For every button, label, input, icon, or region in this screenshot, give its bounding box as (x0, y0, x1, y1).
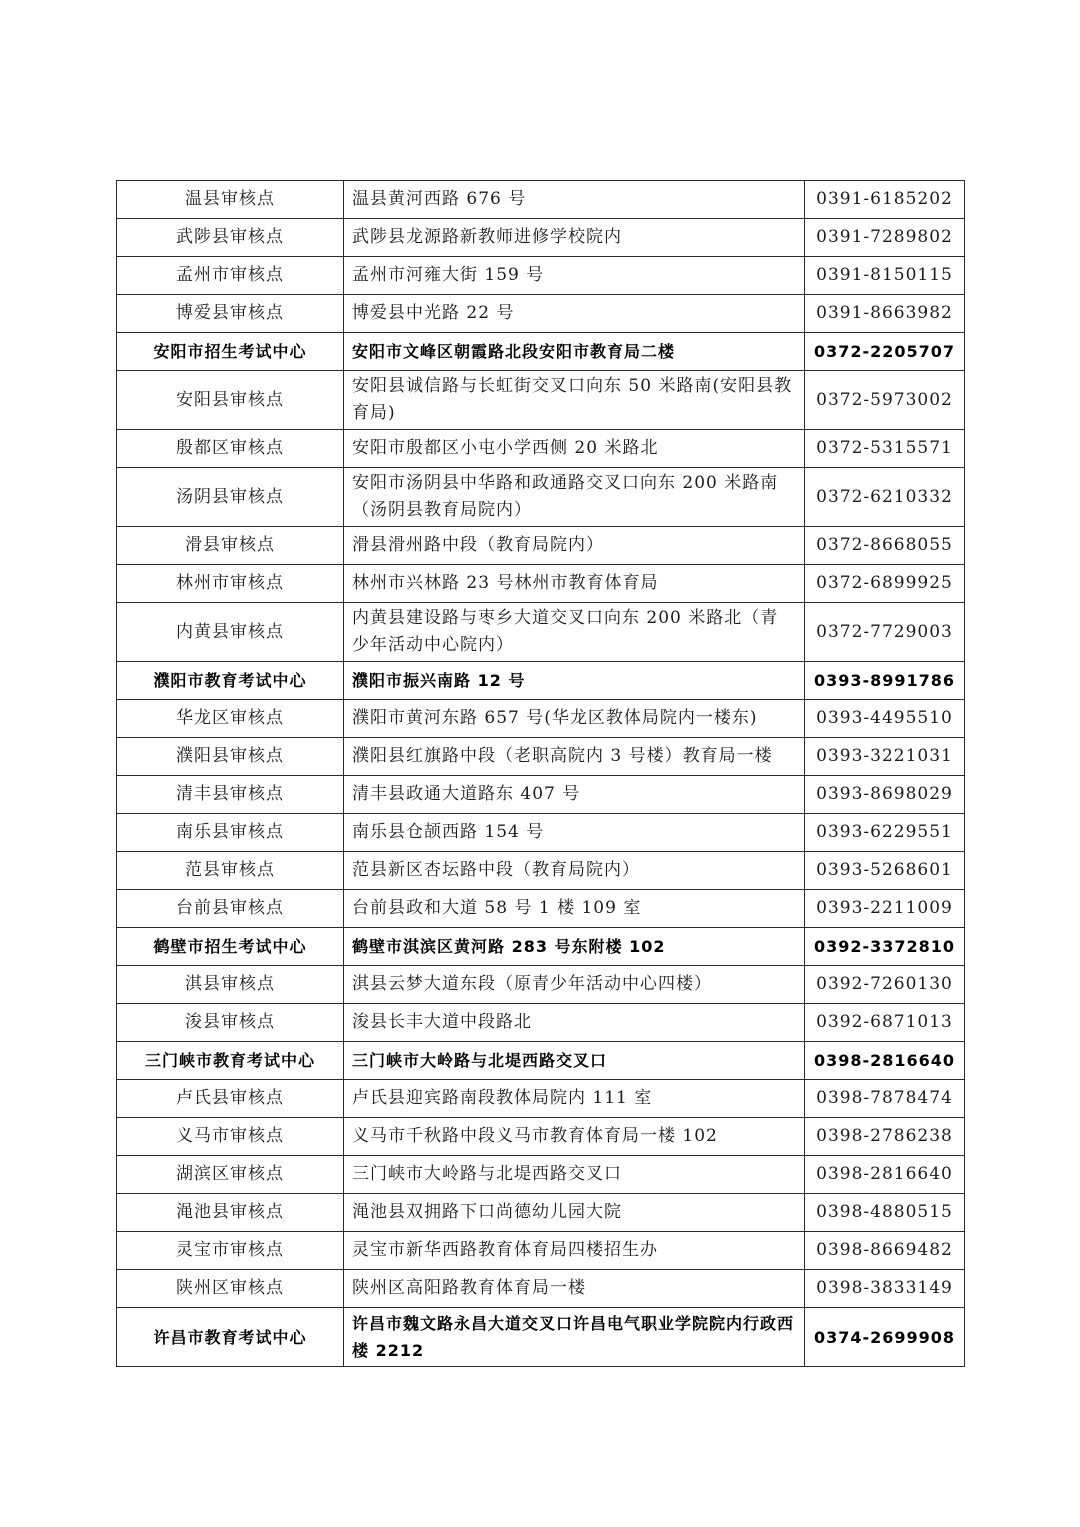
address-cell: 范县新区杏坛路中段（教育局院内） (344, 852, 805, 890)
site-name-cell: 孟州市审核点 (117, 257, 344, 295)
site-name-cell: 南乐县审核点 (117, 814, 344, 852)
site-name-cell: 渑池县审核点 (117, 1194, 344, 1232)
site-name-cell: 台前县审核点 (117, 890, 344, 928)
site-name-cell: 陕州区审核点 (117, 1270, 344, 1308)
table-row (117, 852, 965, 890)
table-row (117, 1118, 965, 1156)
phone-cell: 0398-7878474 (805, 1080, 965, 1118)
table-row (117, 371, 965, 430)
address-cell: 濮阳市振兴南路 12 号 (344, 662, 805, 700)
phone-cell: 0372-5973002 (805, 371, 965, 430)
table-row (117, 219, 965, 257)
address-cell: 陕州区高阳路教育体育局一楼 (344, 1270, 805, 1308)
address-cell: 安阳县诚信路与长虹街交叉口向东 50 米路南(安阳县教育局) (344, 371, 805, 430)
address-cell: 安阳市汤阴县中华路和政通路交叉口向东 200 米路南（汤阴县教育局院内） (344, 468, 805, 527)
address-cell: 滑县滑州路中段（教育局院内） (344, 527, 805, 565)
phone-cell: 0391-7289802 (805, 219, 965, 257)
phone-cell: 0398-3833149 (805, 1270, 965, 1308)
address-cell: 鹤壁市淇滨区黄河路 283 号东附楼 102 (344, 928, 805, 966)
table-row (117, 1080, 965, 1118)
phone-cell: 0393-8698029 (805, 776, 965, 814)
phone-cell: 0372-8668055 (805, 527, 965, 565)
phone-cell: 0391-6185202 (805, 181, 965, 219)
address-cell: 渑池县双拥路下口尚德幼儿园大院 (344, 1194, 805, 1232)
address-cell: 安阳市殷都区小屯小学西侧 20 米路北 (344, 430, 805, 468)
address-cell: 安阳市文峰区朝霞路北段安阳市教育局二楼 (344, 333, 805, 371)
site-name-cell: 清丰县审核点 (117, 776, 344, 814)
address-cell: 濮阳县红旗路中段（老职高院内 3 号楼）教育局一楼 (344, 738, 805, 776)
table-row (117, 1270, 965, 1308)
site-name-cell: 滑县审核点 (117, 527, 344, 565)
table-row (117, 1194, 965, 1232)
site-name-cell: 许昌市教育考试中心 (117, 1308, 344, 1367)
address-cell: 濮阳市黄河东路 657 号(华龙区教体局院内一楼东) (344, 700, 805, 738)
phone-cell: 0392-7260130 (805, 966, 965, 1004)
table-row-center (117, 928, 965, 966)
address-cell: 义马市千秋路中段义马市教育体育局一楼 102 (344, 1118, 805, 1156)
phone-cell: 0392-6871013 (805, 1004, 965, 1042)
review-site-table (116, 180, 965, 1367)
address-cell: 三门峡市大岭路与北堤西路交叉口 (344, 1156, 805, 1194)
table-row (117, 776, 965, 814)
table-row-center (117, 662, 965, 700)
table-row (117, 565, 965, 603)
table-row (117, 966, 965, 1004)
table-row-center (117, 333, 965, 371)
phone-cell: 0392-3372810 (805, 928, 965, 966)
table-row (117, 814, 965, 852)
phone-cell: 0393-8991786 (805, 662, 965, 700)
table-row-center (117, 1042, 965, 1080)
table-row (117, 468, 965, 527)
address-cell: 博爱县中光路 22 号 (344, 295, 805, 333)
address-cell: 三门峡市大岭路与北堤西路交叉口 (344, 1042, 805, 1080)
table-row (117, 1004, 965, 1042)
phone-cell: 0393-5268601 (805, 852, 965, 890)
address-cell: 温县黄河西路 676 号 (344, 181, 805, 219)
address-cell: 孟州市河雍大街 159 号 (344, 257, 805, 295)
site-name-cell: 汤阴县审核点 (117, 468, 344, 527)
phone-cell: 0398-2786238 (805, 1118, 965, 1156)
phone-cell: 0398-8669482 (805, 1232, 965, 1270)
site-name-cell: 淇县审核点 (117, 966, 344, 1004)
site-name-cell: 浚县审核点 (117, 1004, 344, 1042)
address-cell: 清丰县政通大道路东 407 号 (344, 776, 805, 814)
address-cell: 浚县长丰大道中段路北 (344, 1004, 805, 1042)
table-row (117, 890, 965, 928)
phone-cell: 0393-6229551 (805, 814, 965, 852)
phone-cell: 0391-8663982 (805, 295, 965, 333)
phone-cell: 0391-8150115 (805, 257, 965, 295)
address-cell: 林州市兴林路 23 号林州市教育体育局 (344, 565, 805, 603)
table-row (117, 738, 965, 776)
site-name-cell: 范县审核点 (117, 852, 344, 890)
site-name-cell: 濮阳县审核点 (117, 738, 344, 776)
table-row (117, 181, 965, 219)
site-name-cell: 博爱县审核点 (117, 295, 344, 333)
phone-cell: 0398-4880515 (805, 1194, 965, 1232)
address-cell: 灵宝市新华西路教育体育局四楼招生办 (344, 1232, 805, 1270)
phone-cell: 0372-2205707 (805, 333, 965, 371)
site-name-cell: 濮阳市教育考试中心 (117, 662, 344, 700)
address-cell: 台前县政和大道 58 号 1 楼 109 室 (344, 890, 805, 928)
table-row (117, 1232, 965, 1270)
site-name-cell: 鹤壁市招生考试中心 (117, 928, 344, 966)
phone-cell: 0372-5315571 (805, 430, 965, 468)
site-name-cell: 灵宝市审核点 (117, 1232, 344, 1270)
site-name-cell: 武陟县审核点 (117, 219, 344, 257)
address-cell: 武陟县龙源路新教师进修学校院内 (344, 219, 805, 257)
table-row (117, 257, 965, 295)
site-name-cell: 安阳县审核点 (117, 371, 344, 430)
table-body (117, 181, 965, 1367)
address-cell: 许昌市魏文路永昌大道交叉口许昌电气职业学院院内行政西楼 2212 (344, 1308, 805, 1367)
site-name-cell: 安阳市招生考试中心 (117, 333, 344, 371)
table-row (117, 1156, 965, 1194)
site-name-cell: 卢氏县审核点 (117, 1080, 344, 1118)
site-name-cell: 殷都区审核点 (117, 430, 344, 468)
phone-cell: 0372-6899925 (805, 565, 965, 603)
table-row (117, 430, 965, 468)
table-row (117, 700, 965, 738)
phone-cell: 0393-2211009 (805, 890, 965, 928)
address-cell: 卢氏县迎宾路南段教体局院内 111 室 (344, 1080, 805, 1118)
site-name-cell: 温县审核点 (117, 181, 344, 219)
table-row-center (117, 1308, 965, 1367)
site-name-cell: 湖滨区审核点 (117, 1156, 344, 1194)
address-cell: 内黄县建设路与枣乡大道交叉口向东 200 米路北（青少年活动中心院内） (344, 603, 805, 662)
phone-cell: 0393-3221031 (805, 738, 965, 776)
phone-cell: 0398-2816640 (805, 1042, 965, 1080)
table-row (117, 527, 965, 565)
site-name-cell: 林州市审核点 (117, 565, 344, 603)
phone-cell: 0398-2816640 (805, 1156, 965, 1194)
site-name-cell: 内黄县审核点 (117, 603, 344, 662)
site-name-cell: 华龙区审核点 (117, 700, 344, 738)
phone-cell: 0393-4495510 (805, 700, 965, 738)
table-row (117, 603, 965, 662)
address-cell: 南乐县仓颉西路 154 号 (344, 814, 805, 852)
phone-cell: 0374-2699908 (805, 1308, 965, 1367)
site-name-cell: 三门峡市教育考试中心 (117, 1042, 344, 1080)
table-row (117, 295, 965, 333)
phone-cell: 0372-6210332 (805, 468, 965, 527)
site-name-cell: 义马市审核点 (117, 1118, 344, 1156)
phone-cell: 0372-7729003 (805, 603, 965, 662)
address-cell: 淇县云梦大道东段（原青少年活动中心四楼） (344, 966, 805, 1004)
